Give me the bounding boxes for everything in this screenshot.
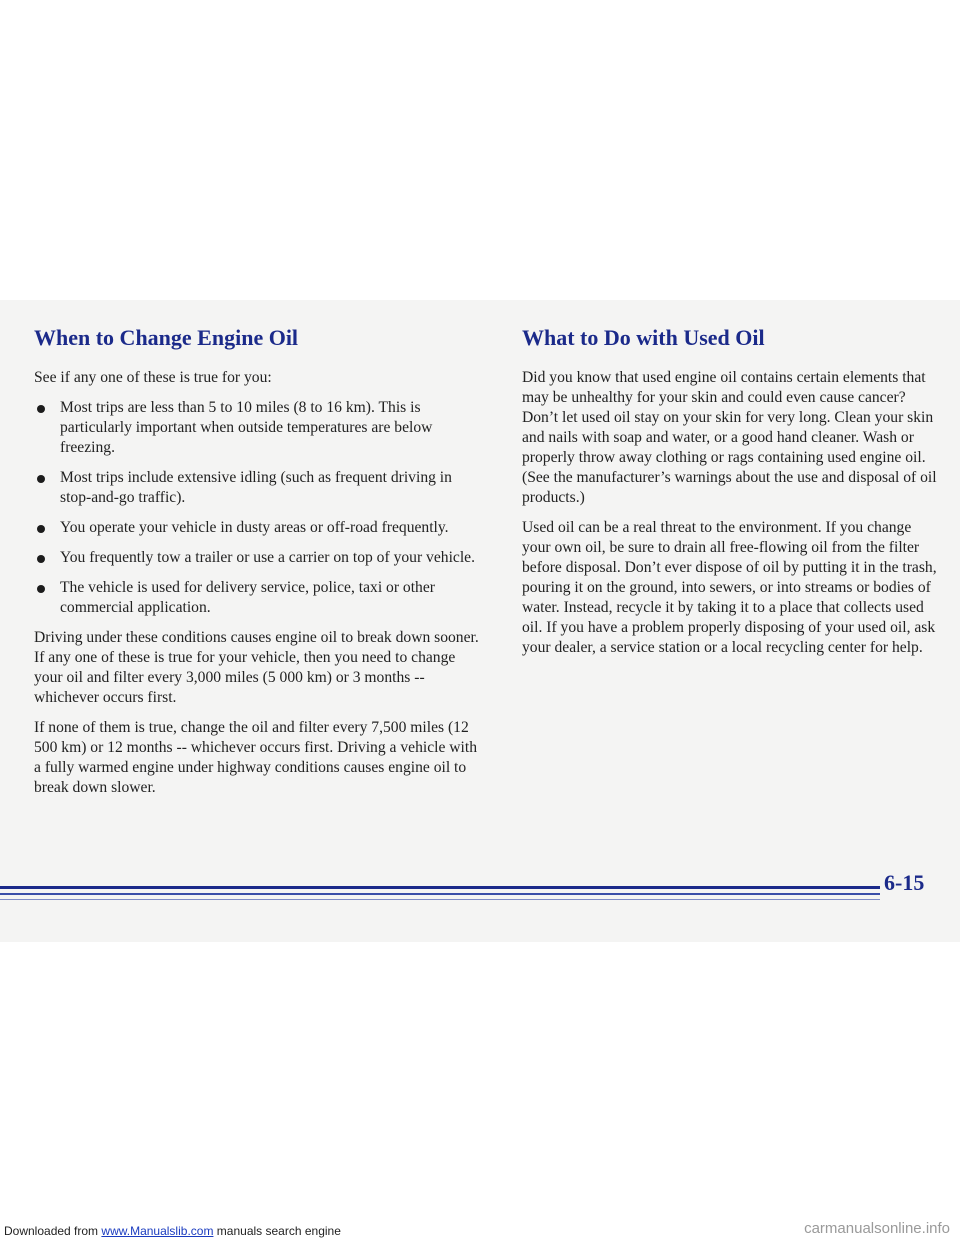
list-item: The vehicle is used for delivery service, police, taxi or other commercial application. <box>34 578 484 618</box>
paragraph-conditions: Driving under these conditions causes engine oil to break down sooner. If any one of these is true for your vehicle, then you need to change your oil and filter every 3,000 miles (5 000 km) or 3 months -- whichever occurs first. <box>34 629 479 706</box>
list-item: Most trips are less than 5 to 10 miles (8 to 16 km). This is particularly important when outside temperatures are below freezing. <box>34 398 484 458</box>
bullet-icon <box>37 555 45 563</box>
paragraph-normal-interval: If none of them is true, change the oil and filter every 7,500 miles (12 500 km) or 12 months -- whichever occurs first. Driving a vehicle with a fully warmed engine under highway conditions causes engine oil to break down slower. <box>34 719 478 796</box>
paragraph-health-warning: Did you know that used engine oil contains certain elements that may be unhealthy for your skin and could even cause cancer? Don’t let used oil stay on your skin for very long. Clean your skin and nails with soap and water, or a good hand cleaner. Wash or properly throw away clothing or rags containing used engine oil. (See the manufacturer’s warnings about the use and disposal of oil products.) <box>522 369 937 506</box>
bullet-icon <box>37 525 45 533</box>
footer-rule <box>0 899 880 900</box>
left-column <box>34 324 484 808</box>
right-column <box>522 324 940 668</box>
manualslib-link[interactable]: www.Manualslib.com <box>101 1224 214 1238</box>
section-heading-change-oil: When to Change Engine Oil <box>34 325 299 350</box>
list-item: You frequently tow a trailer or use a carrier on top of your vehicle. <box>34 548 484 568</box>
section-heading-used-oil: What to Do with Used Oil <box>522 325 765 350</box>
paragraph-environment: Used oil can be a real threat to the environment. If you change your own oil, be sure to drain all free-flowing oil from the filter before disposal. Don’t ever dispose of oil by putting it in the trash, pouring it on the ground, into sewers, or into streams or bodies of water. Instead, recycle it by taking it to a place that collects used oil. If you have a problem properly disposing of your used oil, ask your dealer, a service station or a local recycling center for help. <box>522 519 937 656</box>
bullet-icon <box>37 475 45 483</box>
list-item: You operate your vehicle in dusty areas or off-road frequently. <box>34 518 484 538</box>
page-number: 6-15 <box>884 870 925 895</box>
list-item: Most trips include extensive idling (such as frequent driving in stop-and-go traffic). <box>34 468 484 508</box>
bullet-icon <box>37 585 45 593</box>
download-note: Downloaded from www.Manualslib.com manuals search engine <box>4 1224 341 1238</box>
footer-rule <box>0 893 880 895</box>
footer-rule <box>0 886 880 889</box>
intro-text: See if any one of these is true for you: <box>34 369 272 386</box>
watermark-text: carmanualsonline.info <box>804 1220 950 1237</box>
conditions-list <box>34 398 484 618</box>
bullet-icon <box>37 405 45 413</box>
